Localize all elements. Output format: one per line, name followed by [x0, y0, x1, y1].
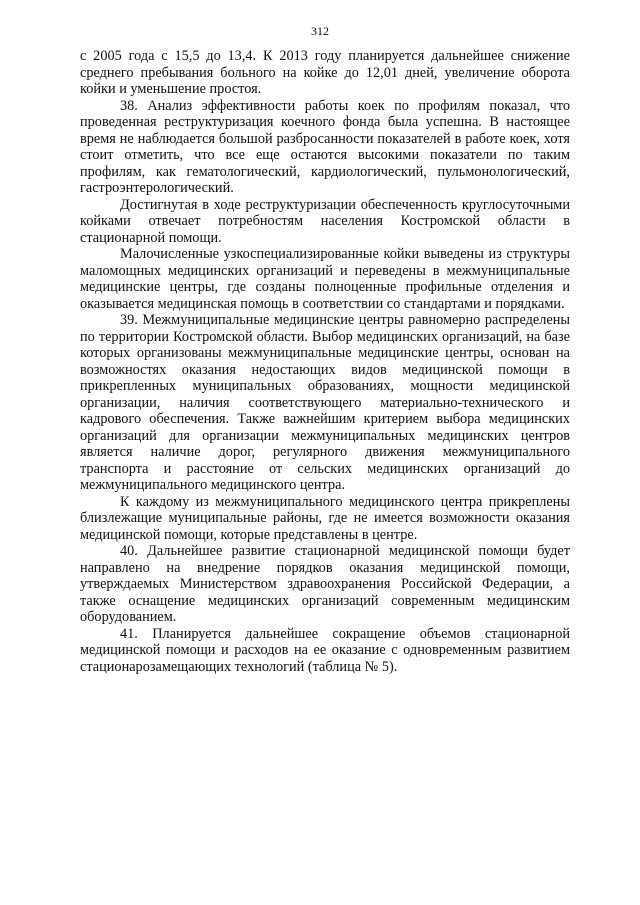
page-number: 312 [311, 24, 329, 38]
paragraph-38: 38. Анализ эффективности работы коек по профилям показал, что проведенная реструктуризация коечного фонда была успешна. В настоящее время не наблюдается большой разбросанности показателей в работе коек, хотя стоит отметить, что все еще остаются высокими показатели по таким профилям, как гематологический, кардиологический, пульмонологический, гастроэнтерологический. [80, 97, 570, 196]
paragraph-40: 40. Дальнейшее развитие стационарной медицинской помощи будет направлено на внедрение порядков оказания медицинской помощи, утверждаемых Министерством здравоохранения Российской Федерации, а также оснащение медицинских организаций современным медицинским оборудованием. [80, 543, 570, 625]
document-body [80, 48, 570, 675]
paragraph-specialized-beds: Малочисленные узкоспециализированные койки выведены из структуры маломощных медицинских организаций и переведены в межмуниципальные медицинские центры, где созданы полноценные профильные отделения и оказывается медицинская помощь в соответствии со стандартами и порядками. [80, 246, 570, 312]
paragraph-39: 39. Межмуниципальные медицинские центры равномерно распределены по территории Костромской области. Выбор медицинских организаций, на базе которых организованы межмуниципальные медицинские центры, основан на возможностях оказания недостающих видов медицинской помощи в прикрепленных муниципальных образованиях, мощности медицинской организации, наличия соответствующего материально-технического и кадрового обеспечения. Также важнейшим критерием выбора медицинских организаций для организации межмуниципальных медицинских центров является наличие дорог, регулярного движения межмуниципального транспорта и расстояние от сельских медицинских организаций до межмуниципального медицинского центра. [80, 312, 570, 493]
paragraph-bed-provision: Достигнутая в ходе реструктуризации обеспеченность круглосуточными койками отвечает потребностям населения Костромской области в стационарной помощи. [80, 196, 570, 246]
paragraph-41: 41. Планируется дальнейшее сокращение объемов стационарной медицинской помощи и расходов на ее оказание с одновременным развитием стационарозамещающих технологий (таблица № 5). [80, 625, 570, 675]
paragraph-attached-districts: К каждому из межмуниципального медицинского центра прикреплены близлежащие муниципальные районы, где не имеется возможности оказания медицинской помощи, которые представлены в центре. [80, 493, 570, 543]
paragraph-continuation: с 2005 года с 15,5 до 13,4. К 2013 году планируется дальнейшее снижение среднего пребывания больного на койке до 12,01 дней, увеличение оборота койки и уменьшение простоя. [80, 48, 570, 97]
